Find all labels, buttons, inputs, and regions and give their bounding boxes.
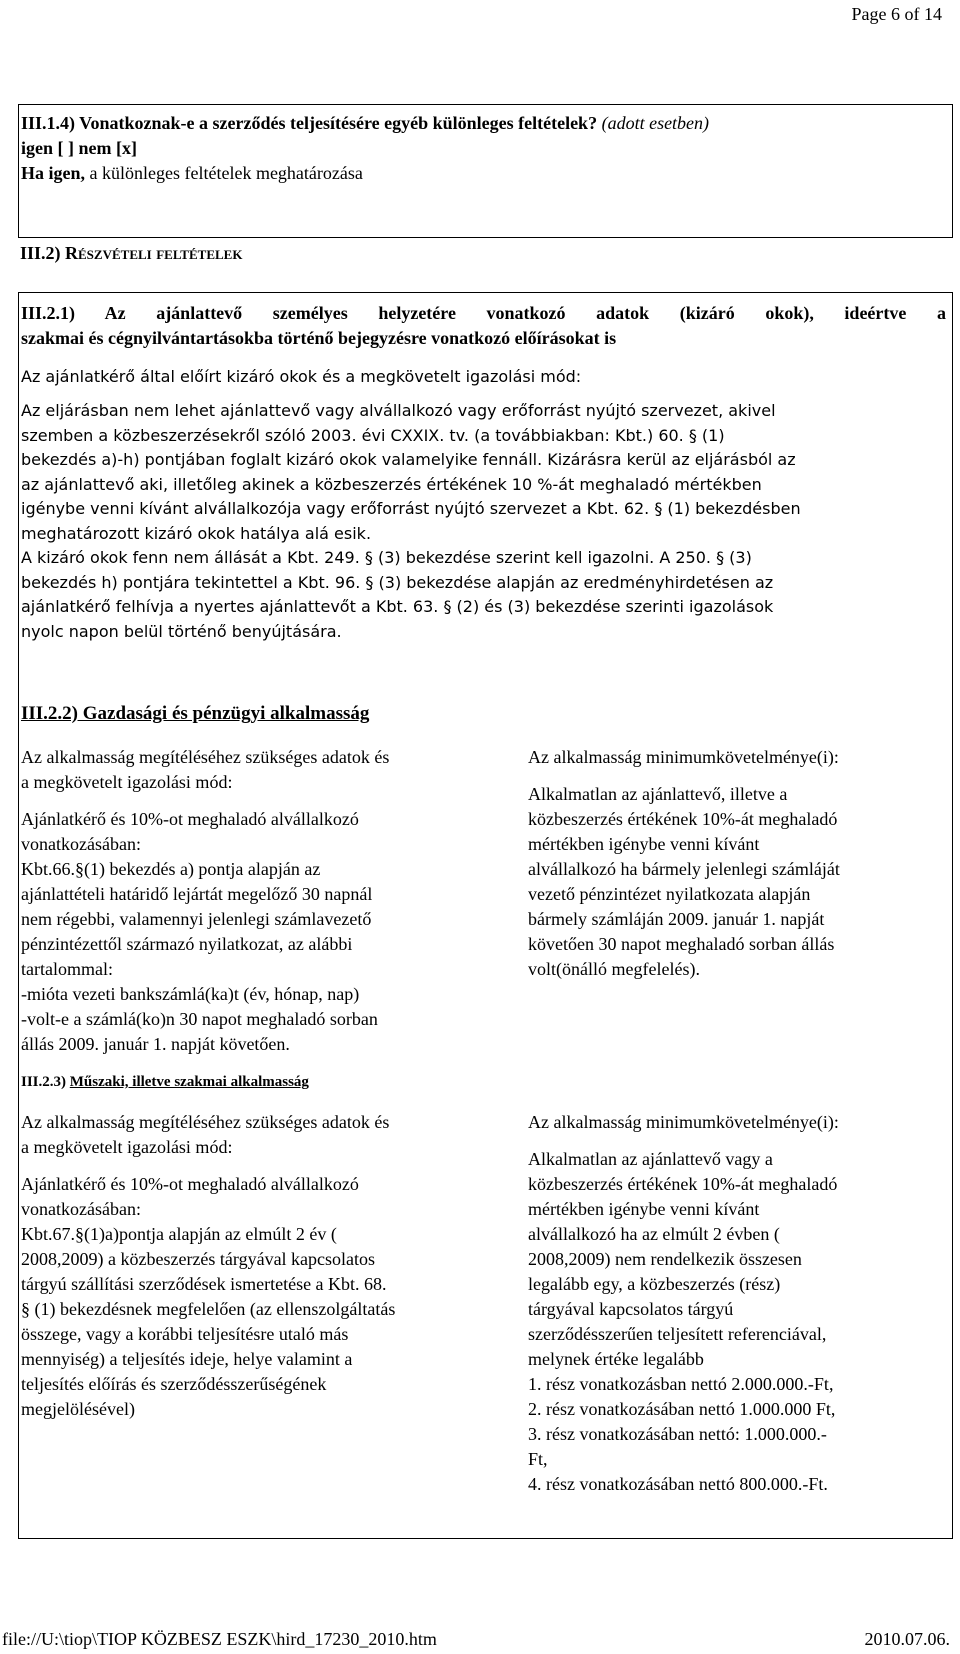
- technical-left-line: § (1) bekezdésnek megfelelően (az ellenszolgáltatás: [21, 1299, 396, 1319]
- economic-left-line: -mióta vezeti bankszámlá(ka)t (év, hónap, nap): [21, 984, 360, 1004]
- technical-right-line: mértékben igénybe venni kívánt: [528, 1199, 760, 1219]
- technical-suitability-left: [21, 1110, 501, 1422]
- economic-left-line: nem régebbi, valamennyi jelenlegi számlavezető: [21, 909, 372, 929]
- exclusion-body-line: szemben a közbeszerzésekről szóló 2003. évi CXXIX. tv. (a továbbiakban: Kbt.) 60. § (1): [21, 425, 725, 445]
- economic-left-spacer: [21, 795, 501, 807]
- exclusion-body: [21, 399, 946, 644]
- technical-right-line: Az alkalmasság minimumkövetelménye(i):: [528, 1112, 839, 1132]
- technical-right-line: Ft,: [528, 1449, 548, 1469]
- special-conditions-if-yes: [21, 161, 946, 186]
- technical-right-line: legalább egy, a közbeszerzés (rész): [528, 1274, 781, 1294]
- technical-suitability-heading: [21, 1070, 309, 1095]
- exclusion-body-line: bekezdés h) pontjára tekintettel a Kbt. 96. § (3) bekezdése alapján az eredményhirdetésen az: [21, 572, 774, 592]
- economic-suitability-left: [21, 745, 501, 1057]
- page-number: Page 6 of 14: [851, 4, 942, 24]
- participation-heading-prefix: III.2): [20, 243, 66, 263]
- economic-right-line: alvállalkozó ha bármely jelenlegi számláját: [528, 859, 840, 879]
- economic-left-line: pénzintézettől származó nyilatkozat, az alábbi: [21, 934, 353, 954]
- technical-right-line: 3. rész vonatkozásában nettó: 1.000.000.-: [528, 1424, 827, 1444]
- technical-right-line: tárgyával kapcsolatos tárgyú: [528, 1299, 734, 1319]
- technical-right-line: alvállalkozó ha az elmúlt 2 évben (: [528, 1224, 780, 1244]
- technical-heading-prefix: III.2.3): [21, 1074, 70, 1090]
- economic-left-line: a megkövetelt igazolási mód:: [21, 772, 233, 792]
- technical-left-line: Kbt.67.§(1)a)pontja alapján az elmúlt 2 év (: [21, 1224, 337, 1244]
- participation-heading-title: Részvételi feltételek: [65, 243, 243, 263]
- economic-left-line: Az alkalmasság megítéléséhez szükséges adatok és: [21, 747, 390, 767]
- technical-left-line: Ajánlatkérő és 10%-ot meghaladó alvállalkozó: [21, 1174, 359, 1194]
- technical-right-line: 1. rész vonatkozásban nettó 2.000.000.-Ft,: [528, 1374, 834, 1394]
- economic-left-line: tartalommal:: [21, 959, 113, 979]
- special-conditions-box: [18, 104, 953, 238]
- exclusion-body-line: bekezdés a)-h) pontjában foglalt kizáró okok valamelyike fennáll. Kizárásra kerül az eljárásból az: [21, 450, 796, 469]
- technical-right-line: szerződésszerűen teljesített referenciával,: [528, 1324, 827, 1344]
- personal-situation-heading-line-2: szakmai és cégnyilvántartásokba történő bejegyzésre vonatkozó előírásokat is: [21, 328, 617, 348]
- personal-situation-heading-line-1: III.2.1) Az ajánlattevő személyes helyzetére vonatkozó adatok (kizáró okok), ideértve a: [21, 303, 946, 323]
- exclusion-body-line: az ajánlattevő aki, illetőleg akinek a közbeszerzés értékének 10 %-át meghaladó mértékben: [21, 474, 762, 494]
- technical-left-line: a megkövetelt igazolási mód:: [21, 1137, 233, 1157]
- technical-left-line: Az alkalmasság megítéléséhez szükséges adatok és: [21, 1112, 390, 1132]
- exclusion-body-line: ajánlatkérő felhívja a nyertes ajánlattevőt a Kbt. 63. § (2) és (3) bekezdése szerinti igazolások: [21, 597, 774, 616]
- technical-right-line: 2. rész vonatkozásában nettó 1.000.000 Ft,: [528, 1399, 836, 1419]
- if-yes-text: a különleges feltételek meghatározása: [85, 163, 363, 183]
- technical-left-line: mennyiség) a teljesítés ideje, helye valamint a: [21, 1349, 353, 1369]
- economic-right-line: közbeszerzés értékének 10%-át meghaladó: [528, 809, 838, 829]
- personal-situation-section: [21, 301, 946, 644]
- economic-left-line: vonatkozásában:: [21, 834, 141, 854]
- economic-left-line: Kbt.66.§(1) bekezdés a) pontja alapján az: [21, 859, 321, 879]
- participation-conditions-heading: [20, 241, 242, 266]
- economic-right-line: Alkalmatlan az ajánlattevő, illetve a: [528, 784, 788, 804]
- economic-left-line: -volt-e a számlá(ko)n 30 napot meghaladó sorban: [21, 1009, 378, 1029]
- technical-heading-title: Műszaki, illetve szakmai alkalmasság: [69, 1074, 309, 1090]
- economic-right-line: bármely számláján 2009. január 1. napját: [528, 909, 825, 929]
- exclusion-body-line: igénybe venni kívánt alvállalkozója vagy erőforrást nyújtó szervezet a Kbt. 62. § (1) bekezdésben: [21, 499, 801, 518]
- footer-file-path: file://U:\tiop\TIOP KÖZBESZ ESZK\hird_17230_2010.htm: [2, 1629, 437, 1649]
- exclusion-body-line: A kizáró okok fenn nem állását a Kbt. 249. § (3) bekezdése szerint kell igazolni. A 250. § (3): [21, 548, 752, 567]
- participation-conditions-box: [18, 292, 953, 1539]
- economic-right-spacer: [528, 770, 948, 782]
- technical-left-line: összege, vagy a korábbi teljesítésre utaló más: [21, 1324, 349, 1344]
- technical-left-line: tárgyú szállítási szerződések ismertetése a Kbt. 68.: [21, 1274, 387, 1294]
- technical-left-line: megjelölésével): [21, 1399, 135, 1419]
- economic-right-line: mértékben igénybe venni kívánt: [528, 834, 760, 854]
- special-conditions-question-line: [21, 111, 946, 136]
- footer-date: 2010.07.06.: [864, 1629, 950, 1649]
- economic-right-line: volt(önálló megfelelés).: [528, 959, 700, 979]
- economic-right-line: vezető pénzintézet nyilatkozata alapján: [528, 884, 811, 904]
- technical-right-line: melynek értéke legalább: [528, 1349, 704, 1369]
- special-conditions-note: (adott esetben): [601, 113, 710, 133]
- economic-suitability-heading: III.2.2) Gazdasági és pénzügyi alkalmasság: [21, 703, 370, 724]
- technical-left-line: 2008,2009) a közbeszerzés tárgyával kapcsolatos: [21, 1249, 376, 1269]
- if-yes-prefix: Ha igen,: [21, 163, 86, 183]
- technical-right-line: Alkalmatlan az ajánlattevő vagy a: [528, 1149, 773, 1169]
- exclusion-intro: Az ajánlatkérő által előírt kizáró okok és a megkövetelt igazolási mód:: [21, 367, 582, 386]
- economic-left-line: ajánlattételi határidő lejártát megelőző 30 napnál: [21, 884, 373, 904]
- economic-right-line: Az alkalmasság minimumkövetelménye(i):: [528, 747, 839, 767]
- exclusion-body-line: nyolc napon belül történő benyújtására.: [21, 621, 342, 641]
- exclusion-body-line: meghatározott kizáró okok hatálya alá esik.: [21, 523, 372, 543]
- special-conditions-question: III.1.4) Vonatkoznak-e a szerződés teljesítésére egyéb különleges feltételek?: [21, 113, 598, 133]
- economic-right-line: követően 30 napot meghaladó sorban állás: [528, 934, 835, 954]
- technical-left-line: vonatkozásában:: [21, 1199, 141, 1219]
- technical-left-spacer: [21, 1160, 501, 1172]
- economic-left-line: Ajánlatkérő és 10%-ot meghaladó alvállalkozó: [21, 809, 359, 829]
- technical-right-line: közbeszerzés értékének 10%-át meghaladó: [528, 1174, 838, 1194]
- economic-left-line: állás 2009. január 1. napját követően.: [21, 1034, 290, 1054]
- technical-right-line: 2008,2009) nem rendelkezik összesen: [528, 1249, 802, 1269]
- technical-left-line: teljesítés előírás és szerződésszerűségének: [21, 1374, 327, 1394]
- special-conditions-answer: igen [ ] nem [x]: [21, 138, 137, 158]
- exclusion-body-line: Az eljárásban nem lehet ajánlattevő vagy alvállalkozó vagy erőforrást nyújtó szervezet, akivel: [21, 401, 776, 420]
- technical-suitability-right: [528, 1110, 948, 1497]
- technical-right-line: 4. rész vonatkozásában nettó 800.000.-Ft.: [528, 1474, 828, 1494]
- economic-suitability-right: [528, 745, 948, 982]
- technical-right-spacer: [528, 1135, 948, 1147]
